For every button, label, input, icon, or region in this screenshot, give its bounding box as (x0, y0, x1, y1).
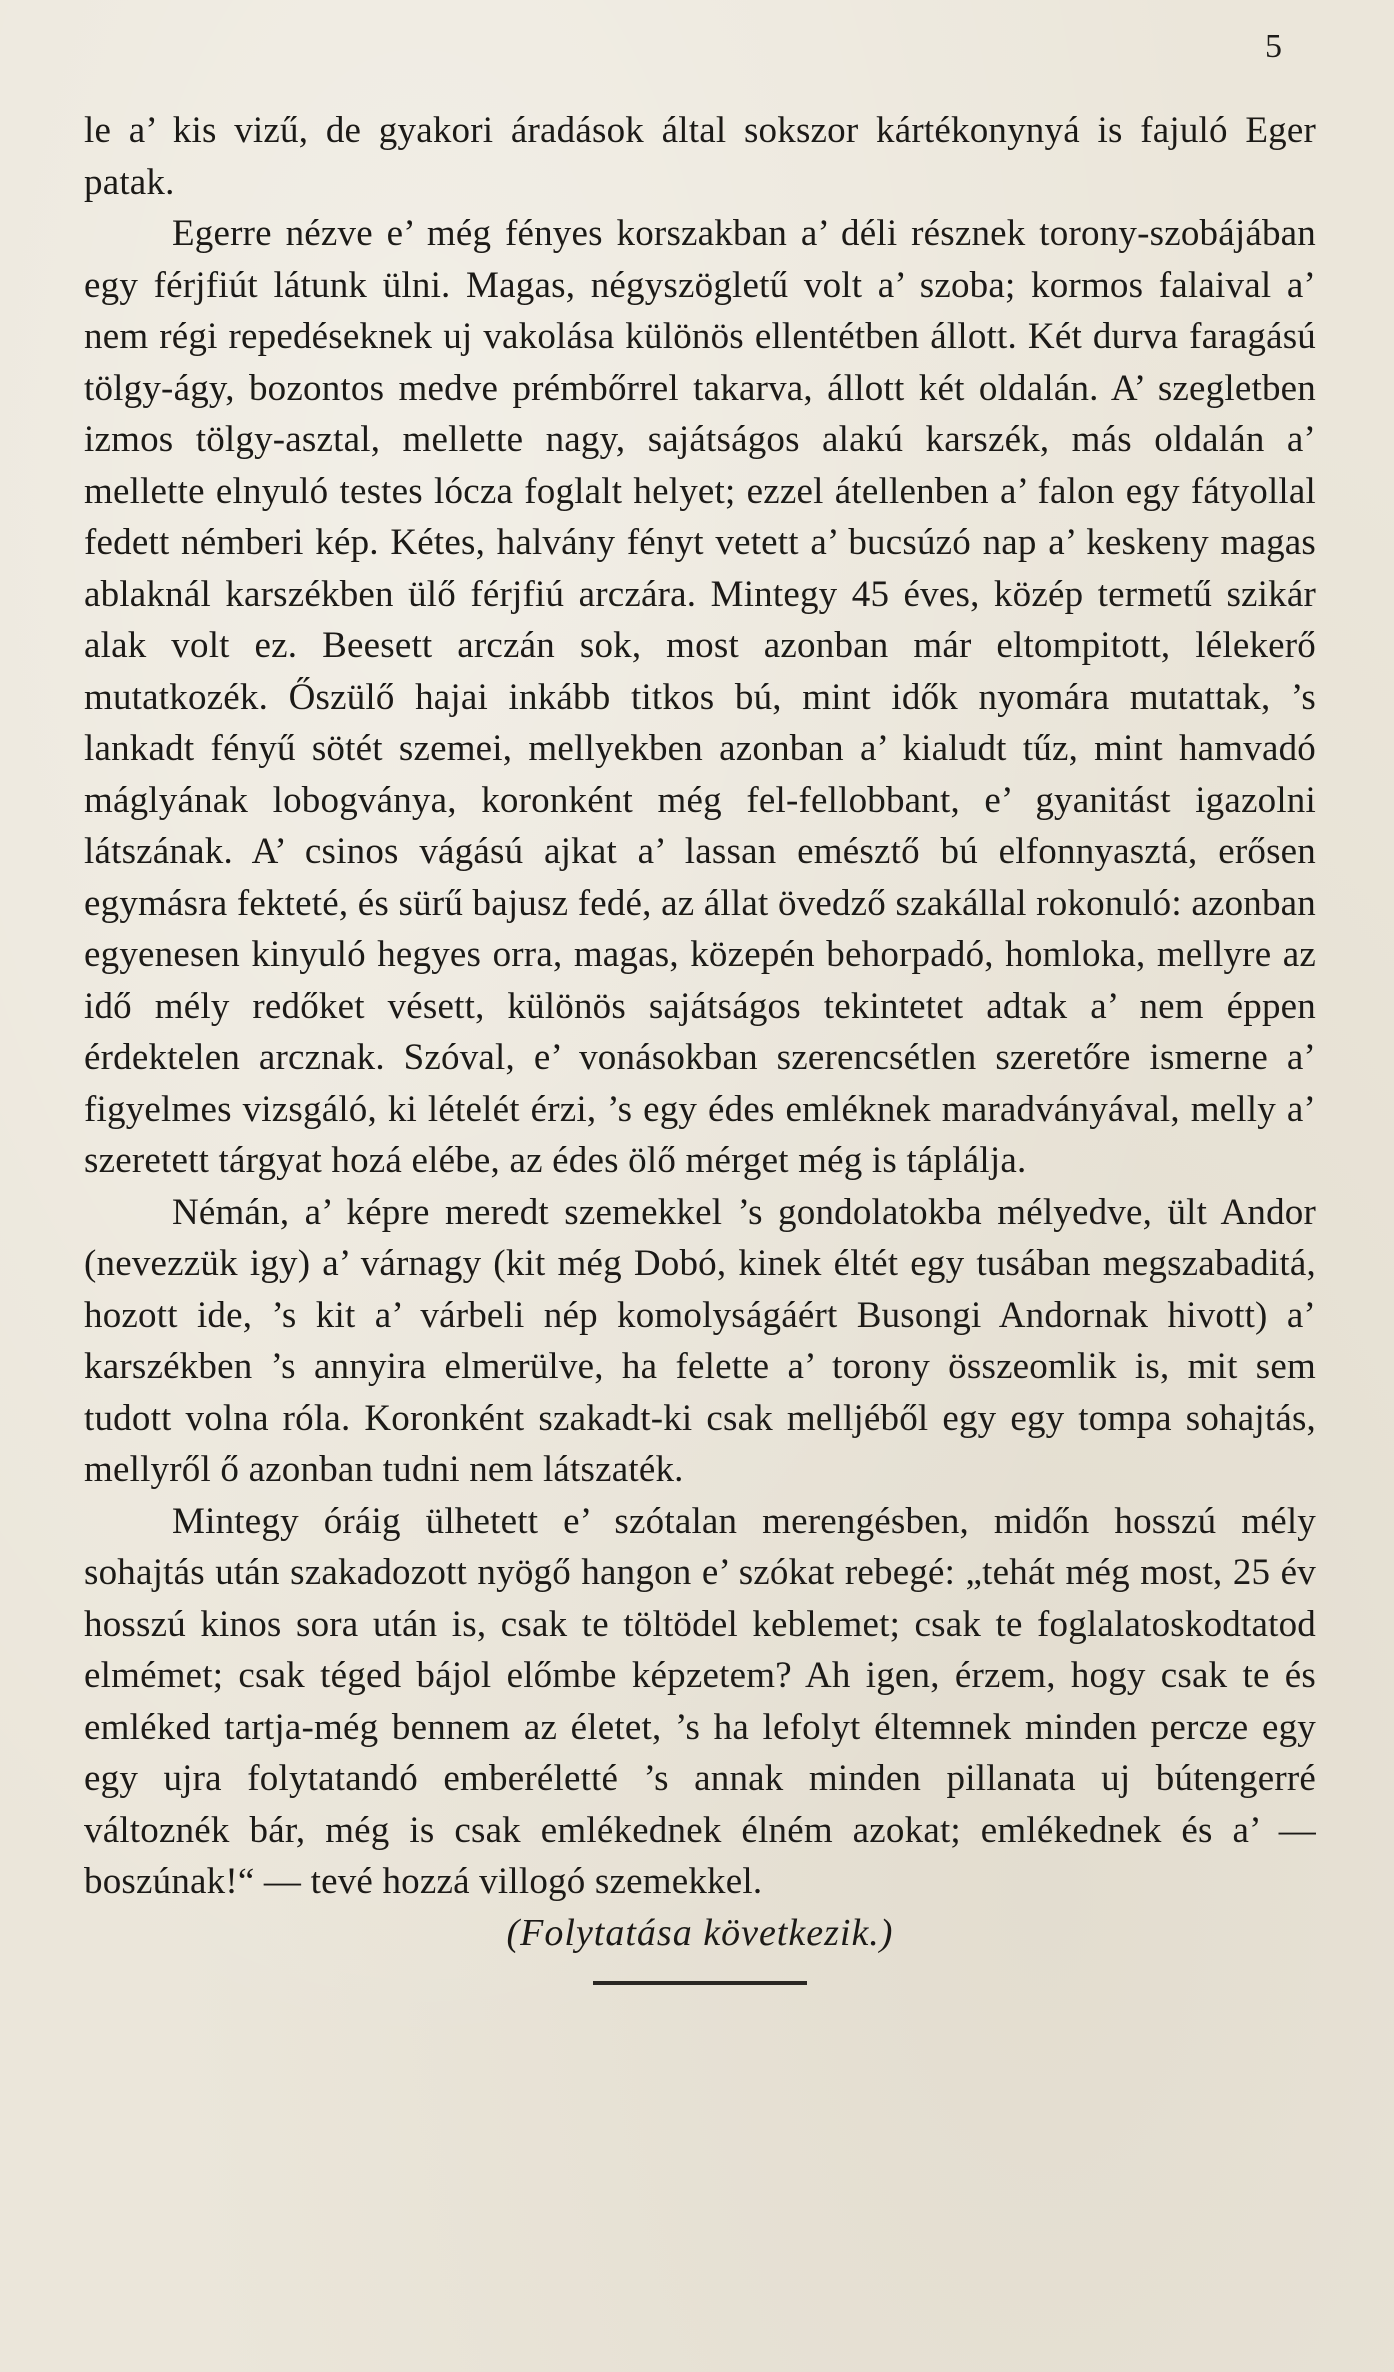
paragraph-1: le a’ kis vizű, de gyakori áradások által sokszor kártékonynyá is fajuló Eger patak. (84, 110, 1316, 203)
paragraph-2: Egerre nézve e’ még fényes korszakban a’ déli résznek torony-szobájában egy férjfiút látunk ülni. Magas, négyszögletű volt a’ szoba; kormos falaival a’ nem régi repedéseknek uj vakolása különös ellentétben állott. Két durva faragású tölgy-ágy, bozontos medve prémbőrrel takarva, állott két oldalán. A’ szegletben izmos tölgy-asztal, mellette nagy, sajátságos alakú karszék, más oldalán a’ mellette elnyuló testes lócza foglalt helyet; ezzel átellenben a’ falon egy fátyollal fedett némberi kép. Kétes, halvány fényt vetett a’ bucsúzó nap a’ keskeny magas ablaknál karszékben ülő férjfiú arczára. Mintegy 45 éves, közép termetű szikár alak volt ez. Beesett arczán sok, most azonban már eltompitott, lélekerő mutatkozék. Őszülő hajai inkább titkos bú, mint idők nyomára mutattak, ’s lankadt fényű sötét szemei, mellyekben azonban a’ kialudt tűz, mint hamvadó máglyának lobogványa, koronként még fel-fellobbant, e’ gyanitást igazolni látszának. A’ csinos vágású ajkat a’ lassan emésztő bú elfonnyasztá, erősen egymásra fekteté, és sürű bajusz fedé, az állat övedző szakállal rokonuló: azonban egyenesen kinyuló hegyes orra, magas, közepén behorpadó, homloka, mellyre az idő mély redőket vésett, különös sajátságos tekintetet adtak a’ nem éppen érdektelen arcznak. Szóval, e’ vonásokban szerencsétlen szeretőre ismerne a’ figyelmes vizsgáló, ki lételét érzi, ’s egy édes emléknek maradványával, melly a’ szeretett tárgyat hozá elébe, az édes ölő mérget még is táplálja. (84, 213, 1316, 1181)
body-text (84, 105, 1316, 1985)
paragraph-3: Némán, a’ képre meredt szemekkel ’s gondolatokba mélyedve, ült Andor (nevezzük igy) a’ várnagy (kit még Dobó, kinek éltét egy tusában megszabaditá, hozott ide, ’s kit a’ várbeli nép komolyságáért Busongi Andornak hivott) a’ karszékben ’s annyira elmerülve, ha felette a’ torony összeomlik is, mit sem tudott volna róla. Koronként szakadt-ki csak melljéből egy egy tompa sohajtás, mellyről ő azonban tudni nem látszaték. (84, 1191, 1316, 1490)
paragraph-4: Mintegy óráig ülhetett e’ szótalan merengésben, midőn hosszú mély sohajtás után szakadozott nyögő hangon e’ szókat rebegé: „tehát még most, 25 év hosszú kinos sora után is, csak te töltödel keblemet; csak te foglalatoskodtatod elmémet; csak téged bájol előmbe képzetem? Ah igen, érzem, hogy csak te és emléked tartja-még bennem az életet, ’s ha lefolyt éltemnek minden percze egy egy ujra folytatandó emberéletté ’s annak minden pillanata uj bútengerré változnék bár, még is csak emlékednek élném azokat; emlékednek és a’ — boszúnak!“ — tevé hozzá villogó szemekkel. (84, 1500, 1316, 1902)
continued-note: (Folytatása következik.) (506, 1911, 894, 1954)
divider-rule (593, 1981, 807, 1985)
page-number: 5 (1265, 28, 1282, 65)
